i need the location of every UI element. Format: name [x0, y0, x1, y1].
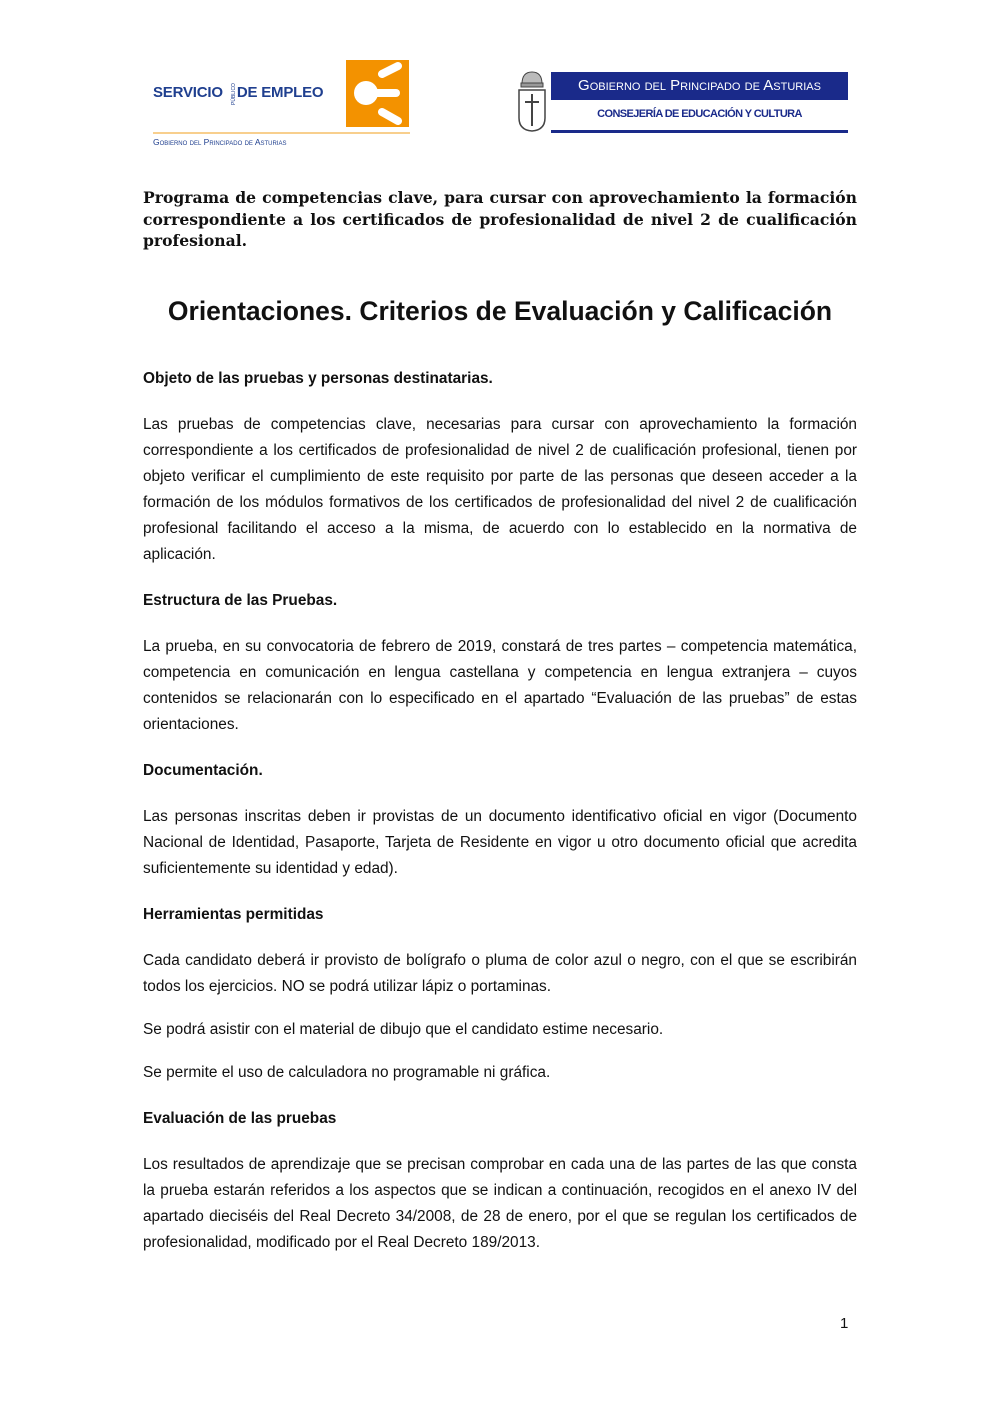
government-logo-title: Gobierno del Principado de Asturias [551, 72, 848, 100]
section-heading: Objeto de las pruebas y personas destinatarias. [143, 370, 493, 387]
paragraph: Cada candidato deberá ir provisto de bolígrafo o pluma de color azul o negro, con el que se escribirán todos los ejercicios. NO se podrá utilizar lápiz o portaminas. [143, 952, 857, 995]
logo-divider [153, 132, 410, 134]
section-heading: Evaluación de las pruebas [143, 1110, 337, 1127]
logo-separator-text: PÚBLICO [231, 83, 237, 105]
paragraph: Se podrá asistir con el material de dibujo que el candidato estime necesario. [143, 1021, 664, 1038]
paragraph: Los resultados de aprendizaje que se precisan comprobar en cada una de las partes de las que consta la prueba estarán referidos a los aspectos que se indican a continuación, recogidos en el anexo IV del apartado dieciséis del Real Decreto 34/2008, de 28 de enero, por el que se regulan los certificados de profesionalidad, modificado por el Real Decreto 189/2013. [143, 1156, 857, 1251]
page-number: 1 [840, 1315, 849, 1332]
paragraph: Las personas inscritas deben ir provistas de un documento identificativo oficial en vigor (Documento Nacional de Identidad, Pasaporte, Tarjeta de Residente en vigor u otro documento oficial que acredita suficientemente su identidad y edad). [143, 808, 857, 877]
coat-of-arms-icon [516, 70, 548, 132]
sepe-logo-icon [346, 60, 409, 127]
paragraph: Las pruebas de competencias clave, necesarias para cursar con aprovechamiento la formación correspondiente a los certificados de profesionalidad de nivel 2 de cualificación profesional, tienen por objeto verificar el cumplimiento de este requisito por parte de las personas que deseen acceder a la formación de los módulos formativos de los certificados de profesionalidad del nivel 2 de cualificación profesional facilitando el acceso a la misma, de acuerdo con lo establecido en la normativa de aplicación. [143, 416, 857, 563]
paragraph: La prueba, en su convocatoria de febrero de 2019, constará de tres partes – competencia matemática, competencia en comunicación en lengua castellana y competencia en lengua extranjera – cuyos contenidos se relacionarán con lo especificado en el apartado “Evaluación de las pruebas” de estas orientaciones. [143, 638, 857, 733]
section-heading: Documentación. [143, 762, 263, 779]
logo-text: DE EMPLEO [236, 84, 324, 101]
section-heading: Estructura de las Pruebas. [143, 592, 338, 609]
logo-text: SERVICIO [153, 84, 223, 101]
page-title: Orientaciones. Criterios de Evaluación y Calificación [167, 296, 833, 326]
section-heading: Herramientas permitidas [143, 906, 324, 923]
government-logo-subtitle: CONSEJERÍA DE EDUCACIÓN Y CULTURA [597, 108, 802, 120]
logo-divider [551, 130, 848, 133]
paragraph: Se permite el uso de calculadora no programable ni gráfica. [143, 1064, 551, 1081]
sepe-logo-subtitle: Gobierno del Principado de Asturias [153, 137, 287, 147]
program-intro: Programa de competencias clave, para cursar con aprovechamiento la formación correspondiente a los certificados de profesionalidad de nivel 2 de cualificación profesional. [143, 188, 857, 250]
